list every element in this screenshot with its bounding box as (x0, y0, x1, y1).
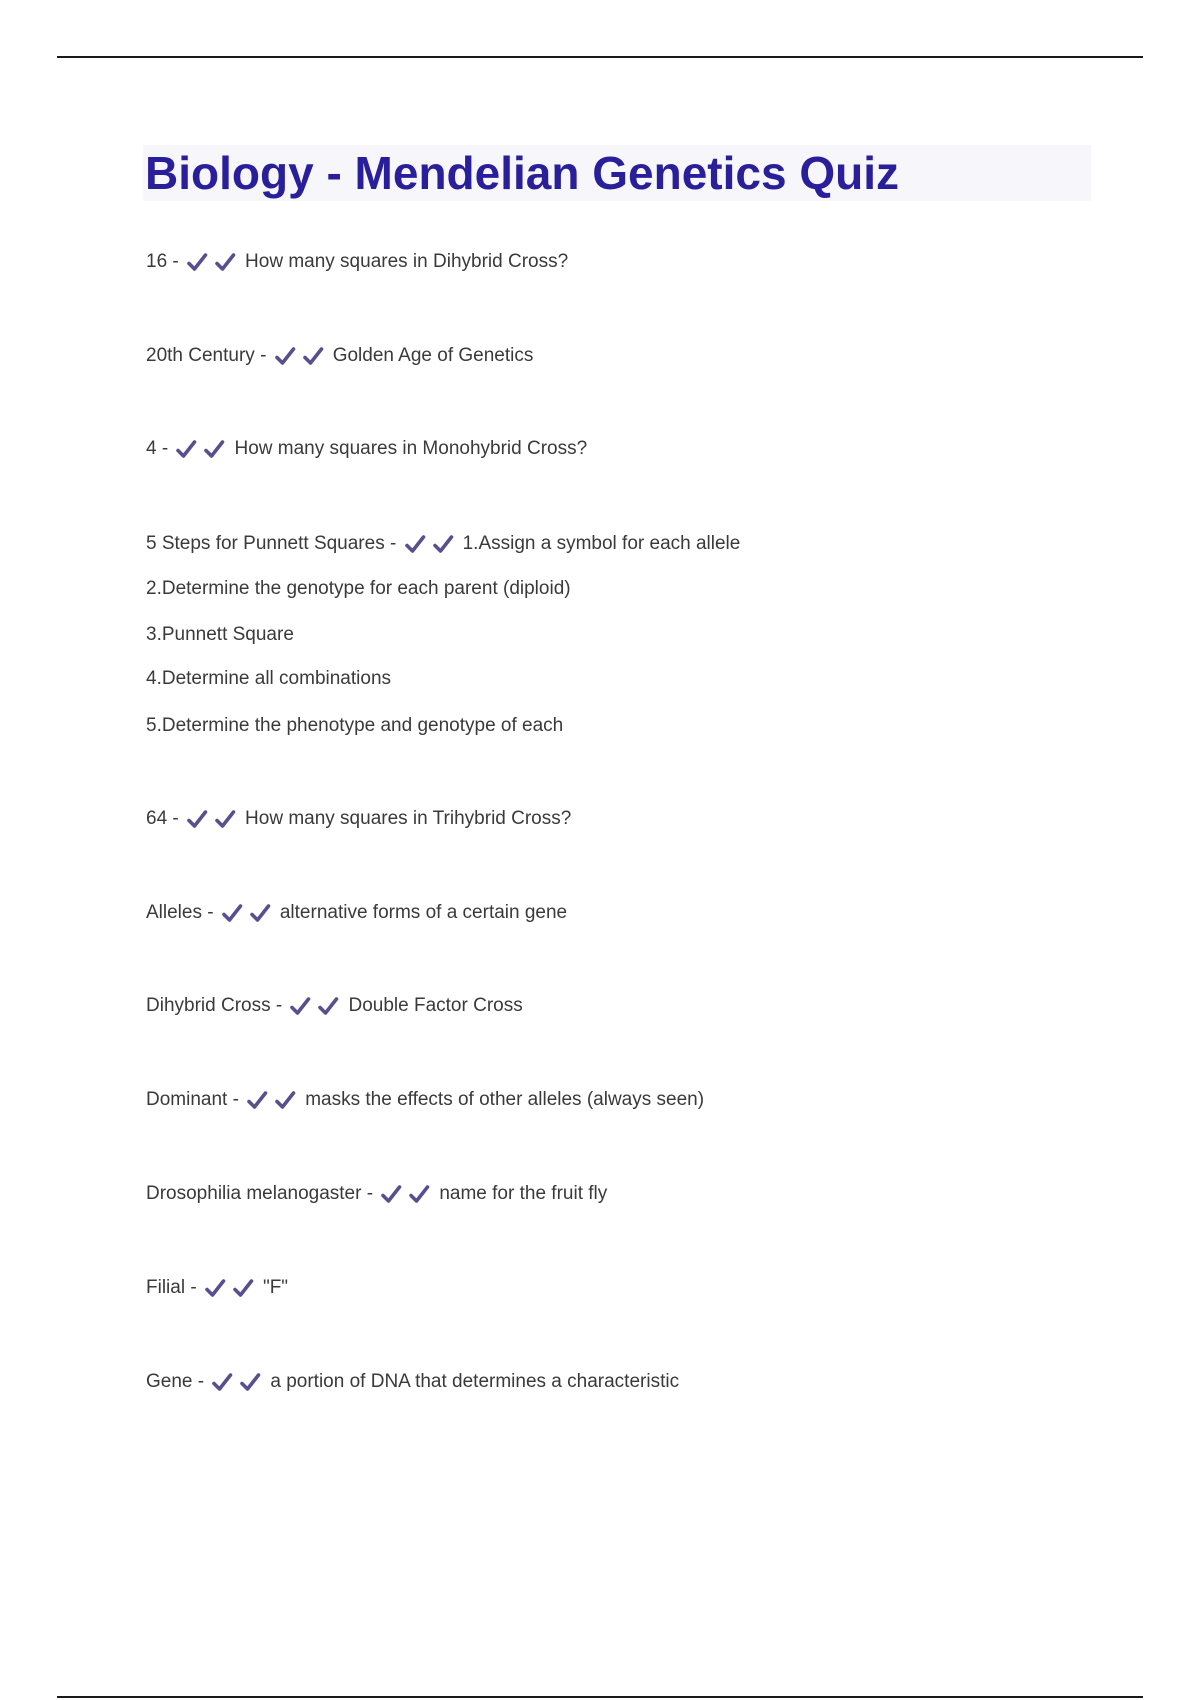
qa-entry (146, 344, 533, 368)
checkmark-icon (432, 533, 454, 555)
checkmark-icon (246, 1089, 268, 1111)
qa-entry (146, 532, 740, 556)
checkmark-icon (274, 345, 296, 367)
check-pair (211, 1370, 267, 1394)
checkmark-icon (204, 1277, 226, 1299)
definition: How many squares in Trihybrid Cross? (245, 808, 572, 829)
term: Dihybrid Cross - (146, 995, 283, 1016)
qa-entry (146, 1370, 679, 1394)
check-pair (246, 1088, 302, 1112)
qa-entry (146, 1276, 288, 1300)
checkmark-icon (302, 345, 324, 367)
definition: How many squares in Monohybrid Cross? (234, 438, 588, 459)
check-pair (404, 532, 460, 556)
check-pair (186, 807, 242, 831)
checkmark-icon (175, 438, 197, 460)
qa-entry (146, 1182, 607, 1206)
term: 20th Century - (146, 345, 267, 366)
term: Alleles - (146, 902, 214, 923)
check-pair (186, 250, 242, 274)
term: Drosophilia melanogaster - (146, 1183, 374, 1204)
checkmark-icon (232, 1277, 254, 1299)
definition: How many squares in Dihybrid Cross? (245, 251, 569, 272)
term: Filial - (146, 1277, 197, 1298)
qa-entry (146, 1088, 704, 1112)
term: Dominant - (146, 1089, 239, 1110)
qa-entry (146, 437, 587, 461)
definition: alternative forms of a certain gene (279, 902, 568, 923)
checkmark-icon (239, 1371, 261, 1393)
term: 4 - (146, 438, 169, 459)
checkmark-icon (211, 1371, 233, 1393)
qa-entry (146, 250, 568, 274)
check-pair (204, 1276, 260, 1300)
definition: 1.Assign a symbol for each allele (462, 533, 741, 554)
checkmark-icon (249, 902, 271, 924)
qa-continuation-line: 2.Determine the genotype for each parent (diploid) (146, 578, 571, 599)
checkmark-icon (408, 1183, 430, 1205)
check-pair (289, 994, 345, 1018)
checkmark-icon (186, 251, 208, 273)
qa-entry (146, 994, 523, 1018)
qa-entry (146, 807, 571, 831)
checkmark-icon (221, 902, 243, 924)
checkmark-icon (214, 808, 236, 830)
qa-continuation-line: 3.Punnett Square (146, 624, 294, 645)
checkmark-icon (274, 1089, 296, 1111)
checkmark-icon (317, 995, 339, 1017)
term: 64 - (146, 808, 179, 829)
qa-entry (146, 901, 567, 925)
definition: Double Factor Cross (348, 995, 523, 1016)
checkmark-icon (404, 533, 426, 555)
term: 5 Steps for Punnett Squares - (146, 533, 397, 554)
checkmark-icon (380, 1183, 402, 1205)
check-pair (175, 437, 231, 461)
definition: "F" (262, 1277, 289, 1298)
bottom-rule (57, 1696, 1143, 1698)
definition: name for the fruit fly (439, 1183, 608, 1204)
term: 16 - (146, 251, 179, 272)
qa-continuation-line: 4.Determine all combinations (146, 668, 392, 689)
qa-continuation-line: 5.Determine the phenotype and genotype of each (146, 715, 564, 736)
page-title: Biology - Mendelian Genetics Quiz (145, 147, 899, 199)
definition: masks the effects of other alleles (always seen) (305, 1089, 705, 1110)
term: Gene - (146, 1371, 205, 1392)
checkmark-icon (203, 438, 225, 460)
definition: Golden Age of Genetics (332, 345, 534, 366)
checkmark-icon (186, 808, 208, 830)
checkmark-icon (289, 995, 311, 1017)
top-rule (57, 56, 1143, 58)
check-pair (380, 1182, 436, 1206)
check-pair (274, 344, 330, 368)
definition: a portion of DNA that determines a characteristic (270, 1371, 680, 1392)
check-pair (221, 901, 277, 925)
checkmark-icon (214, 251, 236, 273)
